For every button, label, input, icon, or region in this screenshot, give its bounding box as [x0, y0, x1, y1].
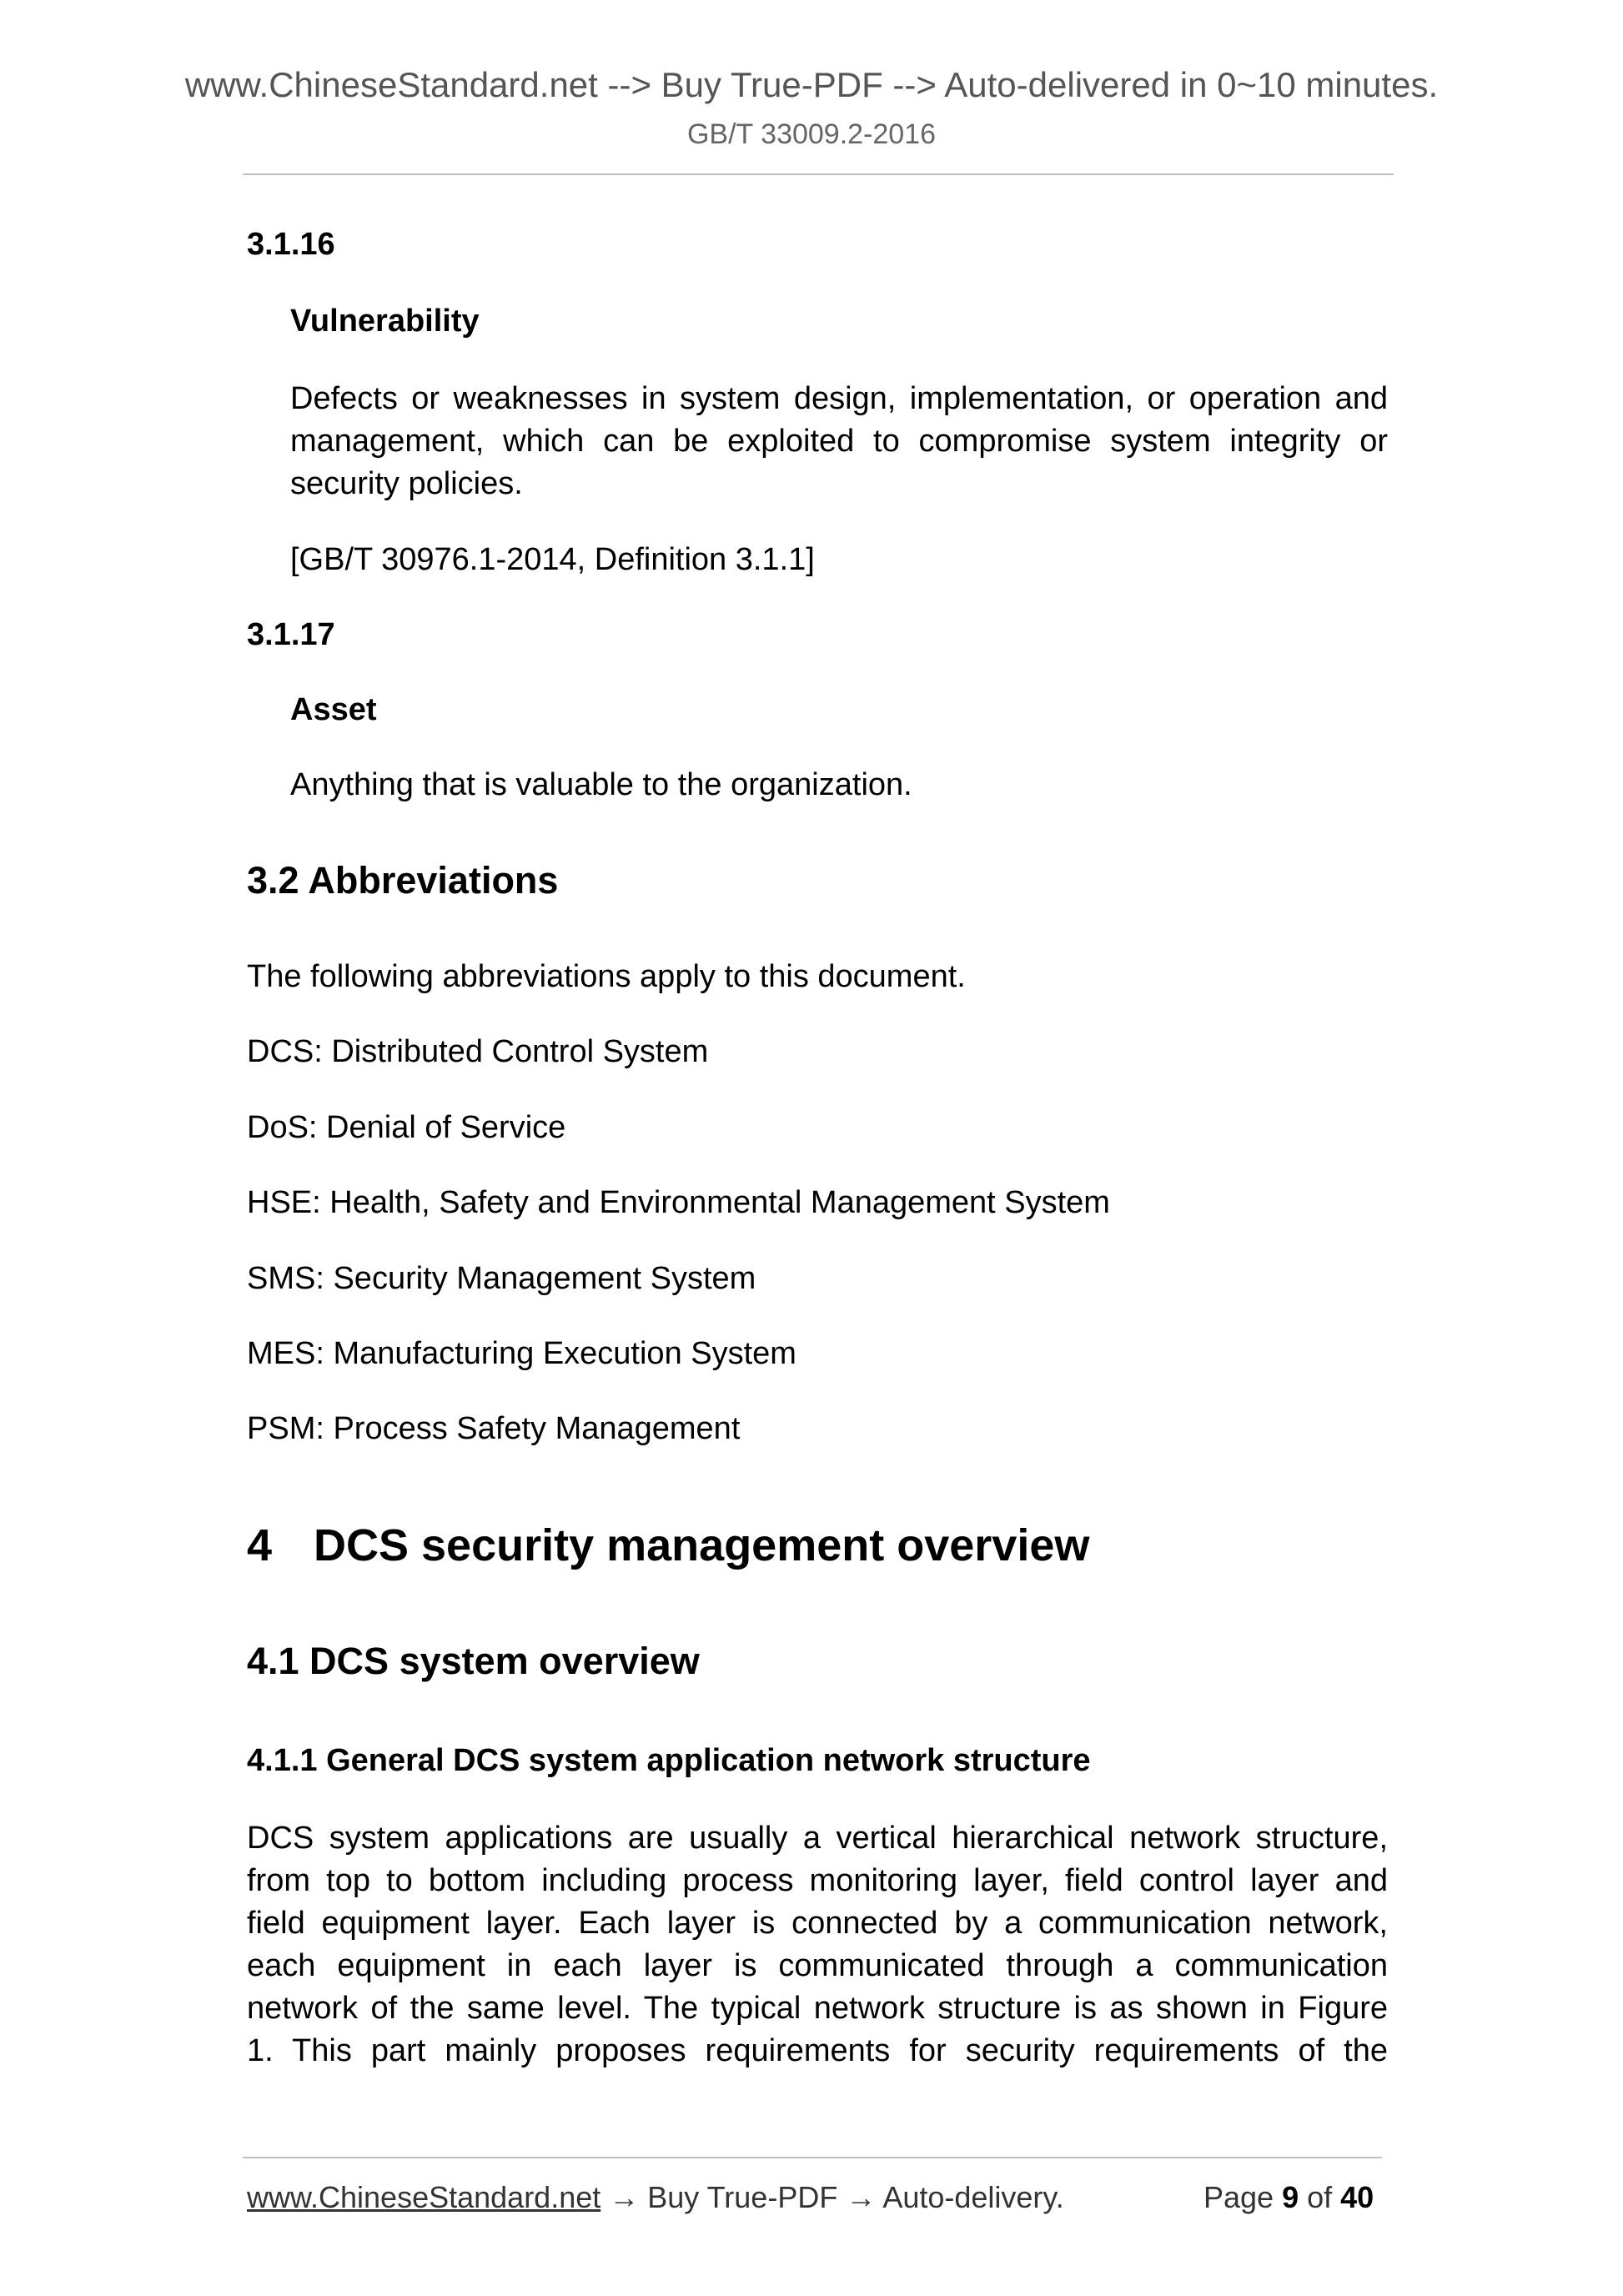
definition-text: Anything that is valuable to the organization. — [290, 767, 912, 802]
definition-term: Vulnerability — [290, 304, 480, 339]
abbreviation-item: SMS: Security Management System — [247, 1261, 756, 1296]
definition-text-line: security policies. — [290, 466, 523, 501]
page-prefix: Page — [1203, 2180, 1283, 2214]
definition-number: 3.1.17 — [247, 617, 335, 652]
abbreviations-intro: The following abbreviations apply to this document. — [247, 959, 966, 994]
page-number: 9 — [1282, 2180, 1299, 2214]
paragraph-line: DCS system applications are usually a vertical hierarchical network structure, — [247, 1821, 1388, 1856]
abbreviation-item: PSM: Process Safety Management — [247, 1411, 741, 1446]
header-divider — [243, 173, 1394, 175]
definition-text-line: management, which can be exploited to compromise system integrity or — [290, 424, 1388, 459]
paragraph-line: each equipment in each layer is communicated through a communication — [247, 1948, 1388, 1983]
subsection-heading: 4.1.1 General DCS system application network structure — [247, 1743, 1091, 1778]
definition-term: Asset — [290, 692, 377, 727]
footer-divider — [243, 2157, 1382, 2158]
header-banner: www.ChineseStandard.net --> Buy True-PDF --> Auto-delivered in 0~10 minutes. — [184, 65, 1439, 104]
page-total: 40 — [1340, 2180, 1374, 2214]
footer-promo-text: → Buy True-PDF → Auto-delivery. — [600, 2180, 1064, 2214]
abbreviation-item: HSE: Health, Safety and Environmental Management System — [247, 1185, 1110, 1220]
abbreviation-item: MES: Manufacturing Execution System — [247, 1336, 796, 1371]
footer-promo — [247, 2180, 1064, 2215]
footer-link[interactable]: www.ChineseStandard.net — [247, 2180, 601, 2214]
abbreviation-item: DoS: Denial of Service — [247, 1110, 566, 1145]
definition-source: [GB/T 30976.1-2014, Definition 3.1.1] — [290, 542, 815, 577]
section-heading: 3.2 Abbreviations — [247, 859, 559, 902]
paragraph-line: network of the same level. The typical network structure is as shown in Figure — [247, 1991, 1388, 2026]
definition-text-line: Defects or weaknesses in system design, implementation, or operation and — [290, 381, 1388, 416]
definition-number: 3.1.16 — [247, 227, 335, 262]
paragraph-line: field equipment layer. Each layer is connected by a communication network, — [247, 1906, 1388, 1941]
section-heading: 4.1 DCS system overview — [247, 1640, 700, 1682]
page-mid: of — [1299, 2180, 1341, 2214]
page-indicator — [1203, 2180, 1374, 2215]
paragraph-line: from top to bottom including process monitoring layer, field control layer and — [247, 1863, 1388, 1898]
chapter-number: 4 — [247, 1520, 273, 1570]
abbreviation-item: DCS: Distributed Control System — [247, 1034, 709, 1069]
chapter-title: DCS security management overview — [314, 1520, 1090, 1570]
paragraph-line: 1. This part mainly proposes requirements for security requirements of the — [247, 2033, 1388, 2068]
document-code: GB/T 33009.2-2016 — [686, 118, 937, 150]
